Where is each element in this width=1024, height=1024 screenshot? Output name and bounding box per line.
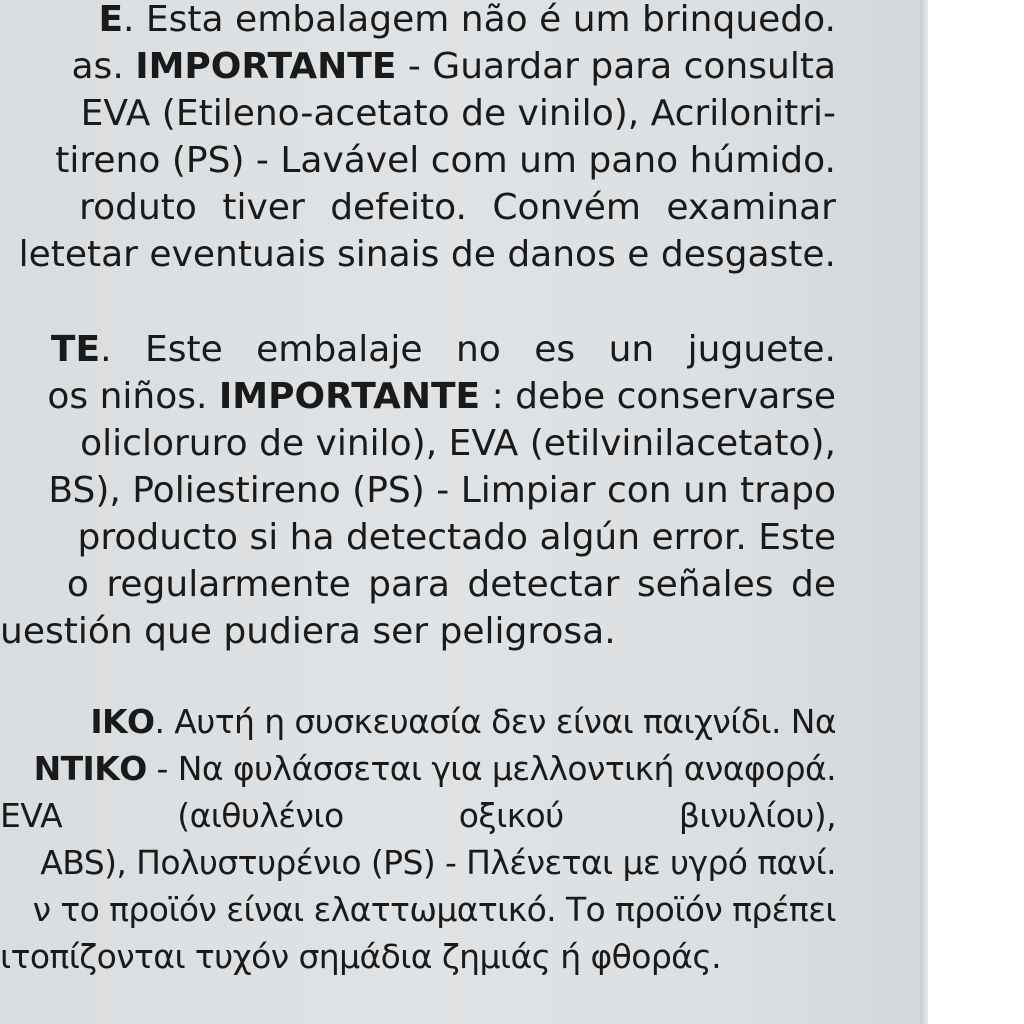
es-line-1: TE. Este embalaje no es un juguete. — [50, 329, 836, 370]
es-heading-fragment: TE — [50, 329, 101, 370]
el-heading-fragment: ΙΚΟ — [90, 702, 155, 741]
es-line-3: olicloruro de vinilo), EVA (etilvinilacetato), — [80, 423, 836, 464]
el-line-4: ABS), Πολυστυρένιο (PS) - Πλένεται με υγρό πανί. — [40, 843, 836, 882]
pt-heading-fragment: E — [98, 0, 124, 40]
pt-line-3: EVA (Etileno-acetato de vinilo), Acrilonitri- — [80, 93, 836, 134]
pt-line-2: as. IMPORTANTE - Guardar para consulta — [71, 46, 836, 87]
es-line-4: BS), Poliestireno (PS) - Limpiar con un trapo — [48, 470, 836, 511]
pt-line-1: E. Esta embalagem não é um brinquedo. — [98, 0, 836, 40]
es-important: IMPORTANTE — [218, 376, 481, 417]
el-important: ΝΤΙΚΟ — [33, 749, 147, 788]
es-line-2: os niños. IMPORTANTE : debe conservarse — [47, 376, 836, 417]
es-line-5: producto si ha detectado algún error. Este — [77, 517, 836, 558]
es-line-6: o regularmente para detectar señales de — [66, 564, 836, 605]
pt-line-6: letetar eventuais sinais de danos e desgaste. — [18, 234, 836, 275]
el-line-1: ΙΚΟ. Αυτή η συσκευασία δεν είναι παιχνίδι. Να — [90, 702, 836, 741]
el-line-5: ν το προϊόν είναι ελαττωματικό. Το προϊόν πρέπει — [32, 890, 836, 929]
pt-important: IMPORTANTE — [135, 46, 397, 87]
el-line-3: EVA (αιθυλένιο οξικού βινυλίου), — [0, 796, 836, 835]
label-right-edge — [920, 0, 928, 1024]
el-line-6: ιτοπίζονται τυχόν σημάδια ζημιάς ή φθοράς. — [0, 937, 721, 976]
pt-line-5: roduto tiver defeito. Convém examinar — [79, 187, 836, 228]
pt-line-4: tireno (PS) - Lavável com um pano húmido. — [55, 140, 836, 181]
es-line-7: uestión que pudiera ser peligrosa. — [0, 611, 616, 652]
el-line-2: ΝΤΙΚΟ - Να φυλάσσεται για μελλοντική αναφορά. — [33, 749, 836, 788]
